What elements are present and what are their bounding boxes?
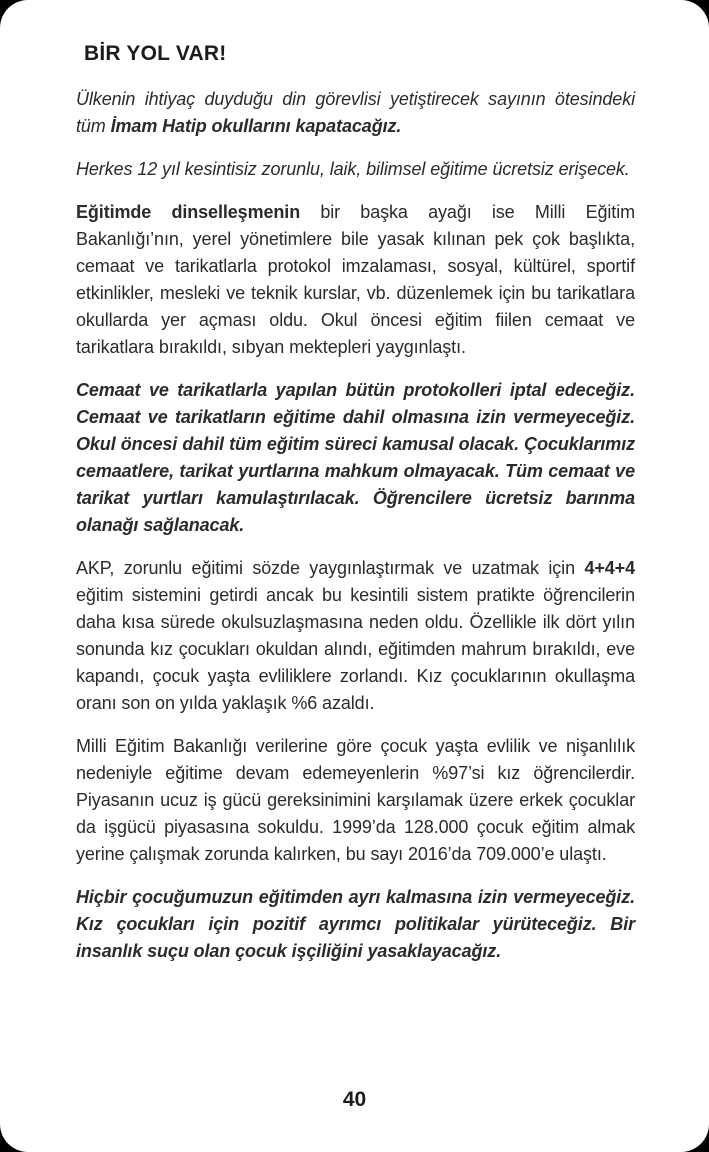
paragraph [76, 86, 635, 140]
text-run: Ülkenin ihtiyaç duyduğu din görevlisi yetiştirecek sayının ötesindeki tüm [76, 89, 635, 136]
text-run: Cemaat ve tarikatlarla yapılan bütün protokolleri iptal edeceğiz. Cemaat ve tarikatların eğitime dahil olmasına izin vermeyeceğiz. Okul öncesi dahil tüm eğitim süreci kamusal olacak. Çocuklarımız cemaatlere, tarikat yurtlarına mahkum olmayacak. Tüm cemaat ve tarikat yurtları kamulaştırılacak. Öğrencilere ücretsiz barınma olanağı sağlanacak. [76, 380, 635, 535]
paragraph [76, 377, 635, 539]
text-run: Hiçbir çocuğumuzun eğitimden ayrı kalmasına izin vermeyeceğiz. Kız çocukları için pozitif ayrımcı politikalar yürüteceğiz. Bir insanlık suçu olan çocuk işçiliğini yasaklayacağız. [76, 887, 635, 961]
page-title: BİR YOL VAR! [84, 42, 227, 65]
paragraph [76, 555, 635, 717]
text-run: eğitim sistemini getirdi ancak bu kesintili sistem pratikte öğrencilerin daha kısa sürede okulsuzlaşmasına neden oldu. Özellikle ilk dört yılın sonunda kız çocukları okuldan alındı, eğitimden mahrum bırakıldı, eve kapandı, çocuk yaşta evliliklere zorlandı. Kız çocuklarının okullaşma oranı son on yılda yaklaşık %6 azaldı. [76, 585, 635, 713]
text-run: AKP, zorunlu eğitimi sözde yaygınlaştırmak ve uzatmak için [76, 558, 585, 578]
paragraph [76, 199, 635, 361]
text-run: Milli Eğitim Bakanlığı verilerine göre çocuk yaşta evlilik ve nişanlılık nedeniyle eğitime devam edemeyenlerin %97’si kız öğrencilerdir. Piyasanın ucuz iş gücü gereksinimini karşılamak üzere erkek çocuklar da işgücü piyasasına sokuldu. 1999’da 128.000 çocuk eğitim almak yerine çalışmak zorunda kalırken, bu sayı 2016’da 709.000’e ulaştı. [76, 736, 635, 864]
text-run: Herkes 12 yıl kesintisiz zorunlu, laik, bilimsel eğitime ücretsiz erişecek. [76, 159, 630, 179]
text-run: Eğitimde dinselleşmenin [76, 202, 301, 222]
paragraph [76, 884, 635, 965]
paragraph [76, 156, 635, 183]
text-run: İmam Hatip okullarını kapatacağız. [110, 116, 402, 136]
paragraph [76, 733, 635, 868]
page-number: 40 [342, 1088, 367, 1111]
text-run: 4+4+4 [584, 558, 635, 578]
text-run: bir başka ayağı ise Milli Eğitim Bakanlığı’nın, yerel yönetimlere bile yasak kılınan pek çok başlıkta, cemaat ve tarikatlarla protokol imzalaması, sosyal, kültürel, sportif etkinlikler, mesleki ve teknik kurslar, vb. düzenlemek için bu tarikatlara okullarda yer açması oldu. Okul öncesi eğitim fiilen cemaat ve tarikatlara bırakıldı, sıbyan mektepleri yaygınlaştı. [76, 202, 635, 357]
paragraphs-container [76, 86, 635, 965]
